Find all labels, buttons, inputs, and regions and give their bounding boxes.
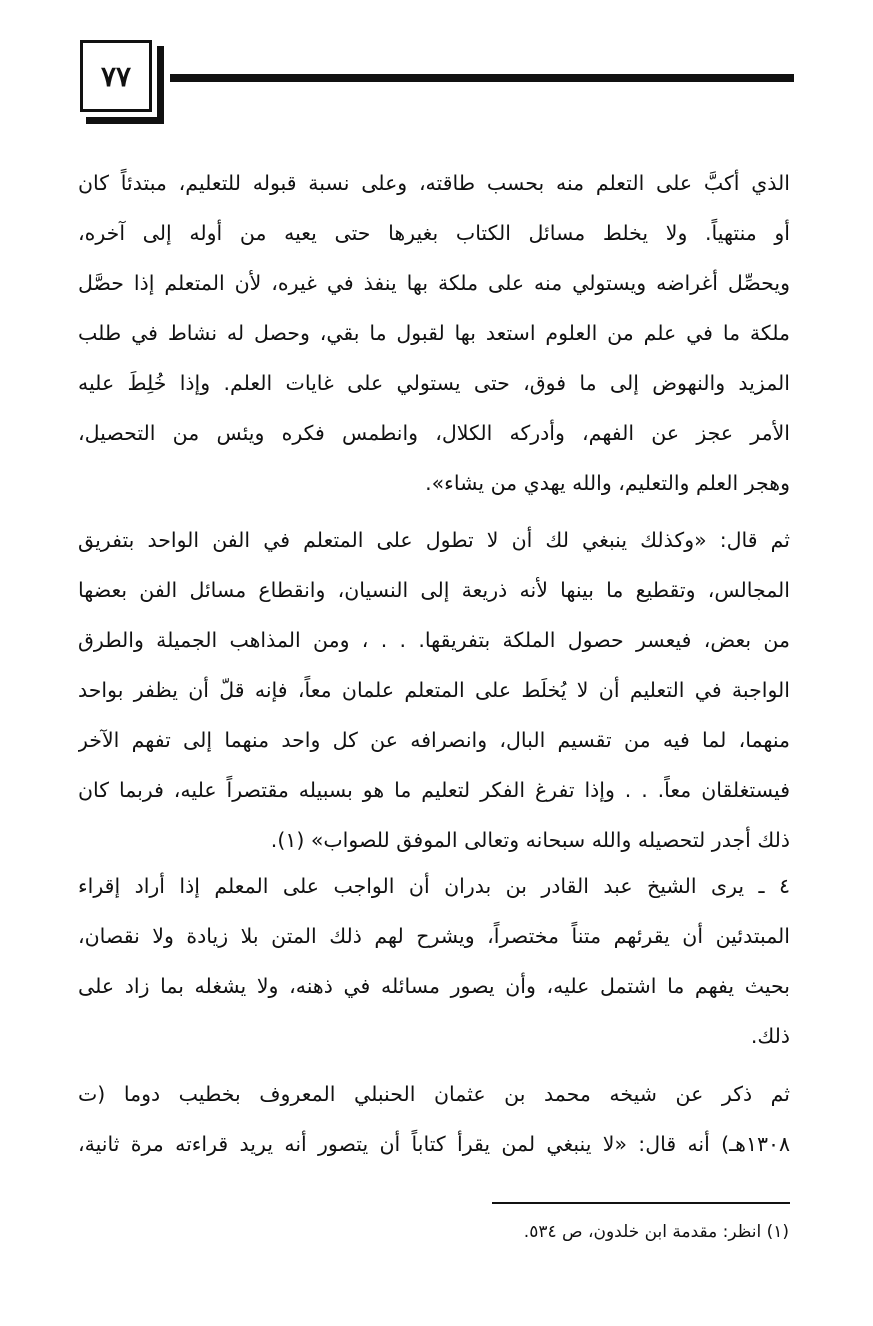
text-line: ذلك أجدر لتحصيله والله سبحانه وتعالى الموفق للصواب» (١). [270,828,790,852]
text-line: ذلك. [750,1024,790,1048]
paragraph-3 [78,861,790,1061]
text-line: ويحصِّل أغراضه ويستولي منه على ملكة بها ينفذ في غيره، لأن المتعلم إذا حصَّل [78,271,790,295]
text-line: منهما، لما فيه من تقسيم البال، وانصرافه عن كل واحد منهما إلى تفهم الآخر [78,728,790,752]
text-line: المزيد والنهوض إلى ما فوق، حتى يستولي على غايات العلم. وإذا خُلِطَ عليه [78,371,790,395]
paragraph-1 [78,158,790,508]
text-line: وهجر العلم والتعليم، والله يهدي من يشاء». [425,471,790,495]
text-line: المجالس، وتقطيع ما بينها لأنه ذريعة إلى النسيان، وانقطاع مسائل الفن بعضها [78,578,790,602]
header-rule [170,74,794,82]
paragraph-2 [78,515,790,865]
text-line: ١٣٠٨هـ) أنه قال: «لا ينبغي لمن يقرأ كتاباً أن يتصور أنه يريد قراءته مرة ثانية، [78,1132,790,1156]
text-line: ثم قال: «وكذلك ينبغي لك أن لا تطول على المتعلم في الفن الواحد بتفريق [78,528,790,552]
footnote-rule [492,1202,790,1204]
text-line: المبتدئين أن يقرئهم متناً مختصراً، ويشرح لهم ذلك المتن بلا زيادة ولا نقصان، [78,924,790,948]
footnote: (١) انظر: مقدمة ابن خلدون، ص ٥٣٤. [523,1222,789,1242]
text-line: الواجبة في التعليم أن لا يُخلَط على المتعلم علمان معاً، فإنه قلّ أن يظفر بواحد [78,678,790,702]
text-line: فيستغلقان معاً. . . وإذا تفرغ الفكر لتعليم ما هو بسبيله مقتصراً عليه، فربما كان [78,778,790,802]
text-line: أو منتهياً. ولا يخلط مسائل الكتاب بغيرها حتى يعيه من أوله إلى آخره، [78,221,790,245]
text-line: من بعض، فيعسر حصول الملكة بتفريقها. . . ، ومن المذاهب الجميلة والطرق [78,628,790,652]
text-line: ملكة ما في علم من العلوم استعد بها لقبول ما بقي، وحصل له نشاط في طلب [78,321,790,345]
text-line: الذي أكبَّ على التعلم منه بحسب طاقته، وعلى نسبة قبوله للتعليم، مبتدئاً كان [78,171,790,195]
paragraph-4 [78,1069,790,1169]
text-line: بحيث يفهم ما اشتمل عليه، وأن يصور مسائله في ذهنه، ولا يشغله بما زاد على [78,974,790,998]
page-number: ٧٧ [100,59,132,93]
text-line: الأمر عجز عن الفهم، وأدركه الكلال، وانطمس فكره ويئس من التحصيل، [78,421,790,445]
page-header [80,40,800,120]
text-line: ٤ ـ يرى الشيخ عبد القادر بن بدران أن الواجب على المعلم إذا أراد إقراء [78,874,790,898]
text-line: ثم ذكر عن شيخه محمد بن عثمان الحنبلي المعروف بخطيب دوما (ت [78,1082,790,1106]
page-number-box [80,40,158,118]
